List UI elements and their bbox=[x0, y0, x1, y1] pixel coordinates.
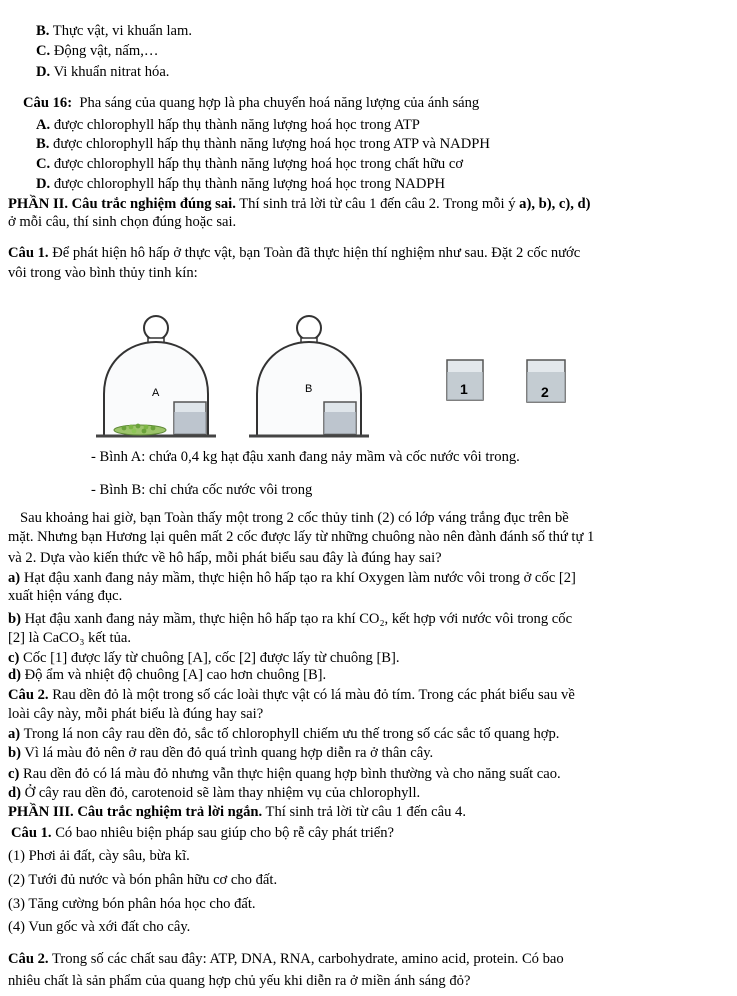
option-d: D. Vi khuẩn nitrat hóa. bbox=[36, 64, 170, 80]
part2-question-1-cont: vôi trong vào bình thủy tinh kín: bbox=[8, 265, 198, 281]
bell-jar-a bbox=[96, 316, 216, 436]
option-c: C. Động vật, nấm,… bbox=[36, 43, 159, 59]
story-line-2: mặt. Nhưng bạn Hương lại quên mất 2 cốc được lấy từ những chuông nào nên đành đánh số thứ tự 1 bbox=[8, 529, 595, 545]
p3q1-item-3: (3) Tăng cường bón phân hóa học cho đất. bbox=[8, 896, 256, 912]
limewater-cup-b bbox=[324, 402, 356, 434]
caption-jar-a: - Bình A: chứa 0,4 kg hạt đậu xanh đang nảy mầm và cốc nước vôi trong. bbox=[91, 449, 520, 465]
q2-statement-b: b) Vì lá màu đỏ nên ở rau dền đỏ quá trình quang hợp diễn ra ở thân cây. bbox=[8, 745, 434, 761]
q2-statement-c: c) Rau dền đỏ có lá màu đỏ nhưng vẫn thực hiện quang hợp bình thường và cho năng suất cao. bbox=[8, 766, 561, 782]
part-2-heading: PHẦN II. Câu trắc nghiệm đúng sai. Thí sinh trả lời từ câu 1 đến câu 2. Trong mỗi ý a), b), c), d) bbox=[8, 196, 591, 212]
caption-jar-b: - Bình B: chỉ chứa cốc nước vôi trong bbox=[91, 482, 313, 498]
q1-statement-b: b) Hạt đậu xanh đang nảy mầm, thực hiện hô hấp tạo ra khí CO₂, kết hợp với nước vôi trong cốc bbox=[8, 611, 573, 627]
part3-question-1: Câu 1. Có bao nhiêu biện pháp sau giúp cho bộ rễ cây phát triển? bbox=[11, 825, 395, 841]
q16-option-a: A. được chlorophyll hấp thụ thành năng lượng hoá học trong ATP bbox=[36, 117, 420, 133]
story-line-3: và 2. Dựa vào kiến thức về hô hấp, mỗi phát biểu sau đây là đúng hay sai? bbox=[8, 550, 442, 566]
q1-statement-a-cont: xuất hiện váng đục. bbox=[8, 588, 123, 604]
part3-question-2-cont: nhiêu chất là sản phẩm của quang hợp chủ yếu khi diễn ra ở miền ánh sáng đỏ? bbox=[8, 973, 471, 989]
q1-statement-b-cont: [2] là CaCO₃ kết tủa. bbox=[8, 630, 132, 646]
cup-1-label: 1 bbox=[460, 381, 468, 397]
part2-question-2: Câu 2. Rau dền đỏ là một trong số các loài thực vật có lá màu đỏ tím. Trong các phát biểu sau về bbox=[8, 687, 575, 703]
bell-jar-b bbox=[249, 316, 369, 436]
q16-option-d: D. được chlorophyll hấp thụ thành năng lượng hoá học trong NADPH bbox=[36, 176, 446, 192]
p3q1-item-4: (4) Vun gốc và xới đất cho cây. bbox=[8, 919, 191, 935]
part2-question-2-cont: loài cây này, mỗi phát biểu là đúng hay sai? bbox=[8, 706, 264, 722]
q16-option-b: B. được chlorophyll hấp thụ thành năng lượng hoá học trong ATP và NADPH bbox=[36, 136, 490, 152]
q2-statement-a: a) Trong lá non cây rau dền đỏ, sắc tố chlorophyll chiếm ưu thế trong số các sắc tố quang hợp. bbox=[8, 726, 560, 742]
jar-b-label: B bbox=[305, 383, 313, 395]
experiment-figure bbox=[0, 300, 737, 450]
part-3-heading: PHẦN III. Câu trắc nghiệm trả lời ngắn. Thí sinh trả lời từ câu 1 đến câu 4. bbox=[8, 804, 466, 820]
q2-statement-d: d) Ở cây rau dền đỏ, carotenoid sẽ làm thay nhiệm vụ của chlorophyll. bbox=[8, 785, 421, 801]
option-b: B. Thực vật, vi khuẩn lam. bbox=[36, 23, 192, 39]
question-16: Câu 16: Pha sáng của quang hợp là pha chuyển hoá năng lượng của ánh sáng bbox=[23, 95, 480, 111]
jar-a-label: A bbox=[152, 387, 160, 399]
p3q1-item-1: (1) Phơi ải đất, cày sâu, bừa kĩ. bbox=[8, 848, 190, 864]
limewater-cup-a bbox=[174, 402, 206, 434]
p3q1-item-2: (2) Tưới đủ nước và bón phân hữu cơ cho đất. bbox=[8, 872, 278, 888]
q16-option-c: C. được chlorophyll hấp thụ thành năng lượng hoá học trong chất hữu cơ bbox=[36, 156, 464, 172]
cup-2-label: 2 bbox=[541, 384, 549, 400]
part-2-intro: ở mỗi câu, thí sinh chọn đúng hoặc sai. bbox=[8, 214, 237, 230]
q1-statement-c: c) Cốc [1] được lấy từ chuông [A], cốc [2] được lấy từ chuông [B]. bbox=[8, 650, 400, 666]
q1-statement-a: a) Hạt đậu xanh đang nảy mầm, thực hiện hô hấp tạo ra khí Oxygen làm nước vôi trong ở cốc [2] bbox=[8, 570, 576, 586]
q1-statement-d: d) Độ ẩm và nhiệt độ chuông [A] cao hơn chuông [B]. bbox=[8, 667, 327, 683]
part2-question-1: Câu 1. Để phát hiện hô hấp ở thực vật, bạn Toàn đã thực hiện thí nghiệm như sau. Đặt 2 cốc nước bbox=[8, 245, 581, 261]
part3-question-2: Câu 2. Trong số các chất sau đây: ATP, DNA, RNA, carbohydrate, amino acid, protein. Có bao bbox=[8, 951, 564, 967]
story-line-1: Sau khoảng hai giờ, bạn Toàn thấy một trong 2 cốc thủy tinh (2) có lớp váng trắng đục trên bề bbox=[20, 510, 569, 526]
